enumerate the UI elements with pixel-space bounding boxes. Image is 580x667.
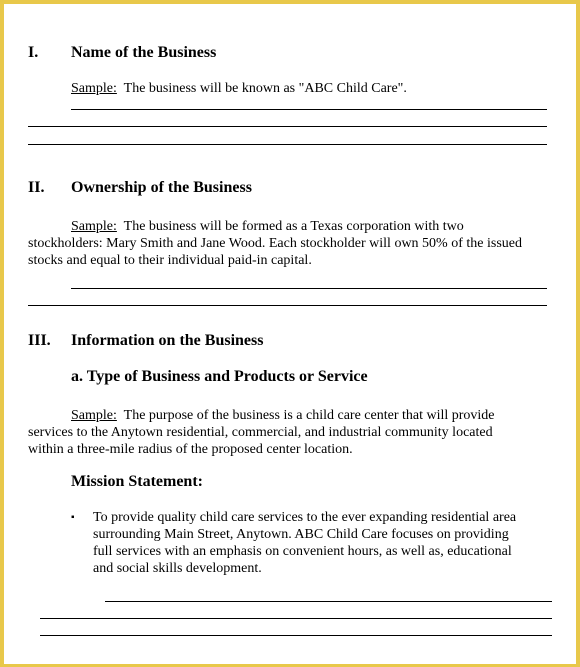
sample-text: The business will be known as "ABC Child Care".: [123, 81, 407, 96]
section-2-numeral: II.: [28, 179, 45, 196]
mission-line-1: To provide quality child care services to the ever expanding residential area: [93, 510, 517, 525]
document-page: [4, 4, 576, 664]
sample-text: The business will be formed as a Texas corporation with two: [123, 219, 464, 234]
section-3a-subtitle: a. Type of Business and Products or Service: [71, 368, 368, 385]
mission-line-3: full services with an emphasis on convenient hours, as well as, educational: [93, 544, 512, 559]
fill-in-line: [105, 601, 552, 602]
section-2-sample-line-3: stocks and equal to their individual paid-in capital.: [28, 253, 312, 268]
mission-statement-title: Mission Statement:: [71, 473, 203, 490]
section-3-title: Information on the Business: [71, 332, 264, 349]
section-2-sample-line-1: [71, 218, 464, 235]
fill-in-line: [40, 635, 552, 636]
section-1-sample: [71, 80, 407, 97]
mission-line-2: surrounding Main Street, Anytown. ABC Child Care focuses on providing: [93, 527, 509, 542]
sample-label: Sample:: [71, 81, 117, 96]
bullet-icon: ▪: [71, 512, 75, 523]
section-3-sample-line-3: within a three-mile radius of the proposed center location.: [28, 442, 353, 457]
fill-in-line: [71, 109, 547, 110]
section-2-title: Ownership of the Business: [71, 179, 252, 196]
fill-in-line: [28, 126, 547, 127]
section-1-title: Name of the Business: [71, 44, 217, 61]
fill-in-line: [40, 618, 552, 619]
mission-line-4: and social skills development.: [93, 561, 262, 576]
section-2-sample-line-2: stockholders: Mary Smith and Jane Wood. Each stockholder will own 50% of the issued: [28, 236, 522, 251]
section-1-numeral: I.: [28, 44, 39, 61]
sample-label: Sample:: [71, 408, 117, 423]
fill-in-line: [71, 288, 547, 289]
section-3-sample-line-2: services to the Anytown residential, commercial, and industrial community located: [28, 425, 493, 440]
section-3-numeral: III.: [28, 332, 51, 349]
sample-text: The purpose of the business is a child care center that will provide: [123, 408, 495, 423]
fill-in-line: [28, 305, 547, 306]
sample-label: Sample:: [71, 219, 117, 234]
section-3-sample-line-1: [71, 407, 495, 424]
fill-in-line: [28, 144, 547, 145]
